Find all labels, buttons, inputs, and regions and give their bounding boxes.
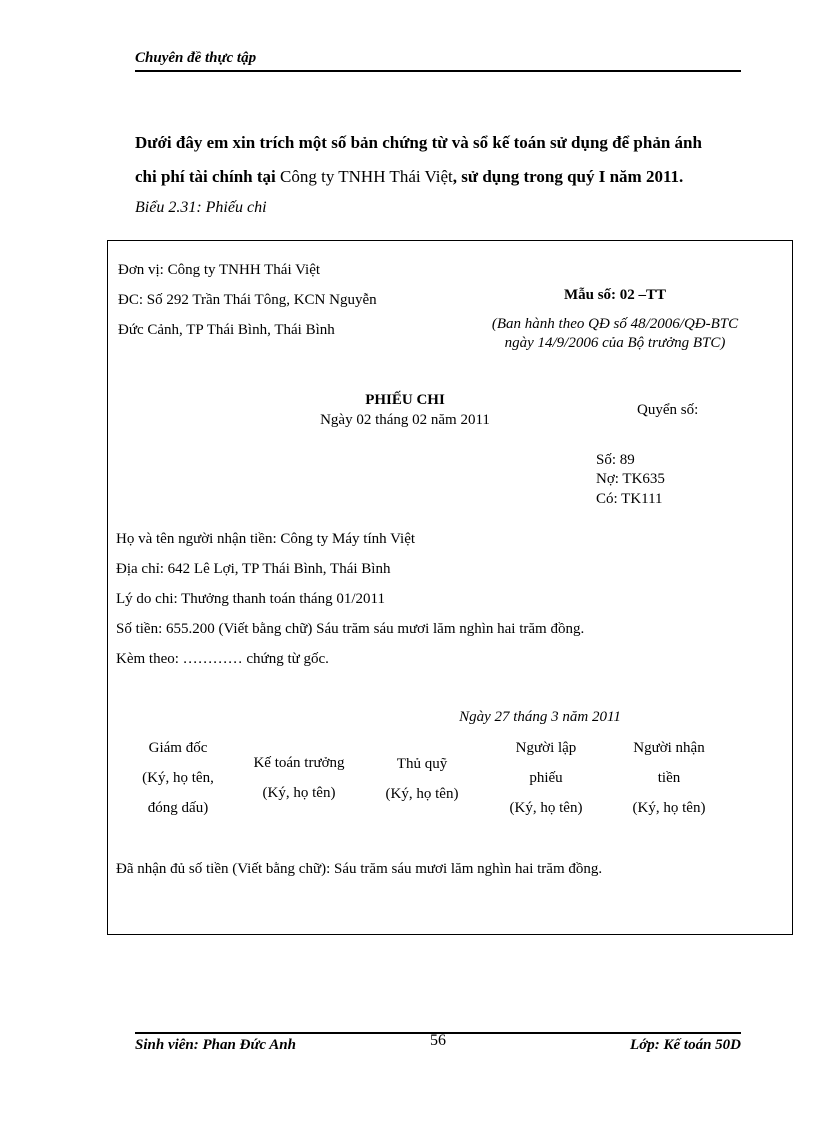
signature-director-role: Giám đốc bbox=[148, 740, 208, 756]
voucher-number: Số: 89 bbox=[596, 452, 635, 468]
voucher-title: PHIẾU CHI bbox=[365, 392, 445, 408]
signature-chief-accountant bbox=[236, 748, 362, 808]
payment-reason: Lý do chi: Thưởng thanh toán tháng 01/2011 bbox=[116, 591, 385, 607]
book-number: Quyển số: bbox=[637, 402, 699, 418]
signature-cashier-note: (Ký, họ tên) bbox=[385, 786, 459, 802]
signature-receiver-role-2: tiền bbox=[657, 770, 681, 786]
intro-line-2 bbox=[135, 160, 745, 194]
footer-student: Sinh viên: Phan Đức Anh bbox=[135, 1037, 296, 1053]
signature-preparer-role: Người lập bbox=[515, 740, 577, 756]
intro-line-2-start: chi phí tài chính tại bbox=[135, 167, 281, 186]
payment-amount: Số tiền: 655.200 (Viết bằng chữ) Sáu trăm sáu mươi lăm nghìn hai trăm đồng. bbox=[116, 621, 585, 637]
signature-director-note-2: đóng dấu) bbox=[147, 800, 209, 816]
signature-receiver-role: Người nhận bbox=[633, 740, 705, 756]
page-number: 56 bbox=[430, 1032, 446, 1049]
signature-chief-accountant-role: Kế toán trưởng bbox=[253, 755, 345, 771]
voucher-address-2: Đức Cảnh, TP Thái Bình, Thái Bình bbox=[118, 322, 335, 338]
signature-director-note-1: (Ký, họ tên, bbox=[142, 770, 214, 786]
receiver-address: Địa chỉ: 642 Lê Lợi, TP Thái Bình, Thái Bình bbox=[116, 561, 391, 577]
amount-received: Đã nhận đủ số tiền (Viết bằng chữ): Sáu trăm sáu mươi lăm nghìn hai trăm đồng. bbox=[116, 861, 603, 877]
attached-documents: Kèm theo: ………… chứng từ gốc. bbox=[116, 651, 329, 667]
figure-caption: Biểu 2.31: Phiếu chi bbox=[135, 199, 267, 216]
signature-receiver-note: (Ký, họ tên) bbox=[632, 800, 706, 816]
voucher-date: Ngày 02 tháng 02 năm 2011 bbox=[320, 412, 490, 428]
signature-preparer-note: (Ký, họ tên) bbox=[509, 800, 583, 816]
receiver-name: Họ và tên người nhận tiền: Công ty Máy tính Việt bbox=[116, 531, 416, 547]
intro-line-1: Dưới đây em xin trích một số bản chứng từ và sổ kế toán sử dụng để phản ánh bbox=[135, 133, 702, 152]
signature-preparer-role-2: phiếu bbox=[529, 770, 563, 786]
voucher-address-1: ĐC: Số 292 Trần Thái Tông, KCN Nguyễn bbox=[118, 292, 377, 308]
signature-director bbox=[115, 733, 241, 823]
decree-line-1: (Ban hành theo QĐ số 48/2006/QĐ-BTC bbox=[491, 316, 739, 332]
signature-cashier bbox=[359, 749, 485, 809]
page-header-title: Chuyên đề thực tập bbox=[135, 50, 257, 66]
intro-company: Công ty TNHH Thái Việt bbox=[280, 167, 453, 186]
footer-class: Lớp: Kế toán 50D bbox=[630, 1037, 741, 1053]
debit-account: Nợ: TK635 bbox=[596, 471, 665, 487]
decree-line-2: ngày 14/9/2006 của Bộ trưởng BTC) bbox=[504, 335, 726, 351]
header-rule bbox=[135, 70, 741, 72]
signature-date: Ngày 27 tháng 3 năm 2011 bbox=[459, 709, 621, 725]
form-number: Mẫu số: 02 –TT bbox=[563, 287, 667, 303]
signature-preparer bbox=[483, 733, 609, 823]
credit-account: Có: TK111 bbox=[596, 491, 663, 507]
voucher-unit: Đơn vị: Công ty TNHH Thái Việt bbox=[118, 262, 321, 278]
signature-cashier-role: Thủ quỹ bbox=[396, 756, 448, 772]
intro-line-2-end: , sử dụng trong quý I năm 2011. bbox=[452, 167, 684, 186]
signature-chief-accountant-note: (Ký, họ tên) bbox=[262, 785, 336, 801]
signature-receiver bbox=[606, 733, 732, 823]
